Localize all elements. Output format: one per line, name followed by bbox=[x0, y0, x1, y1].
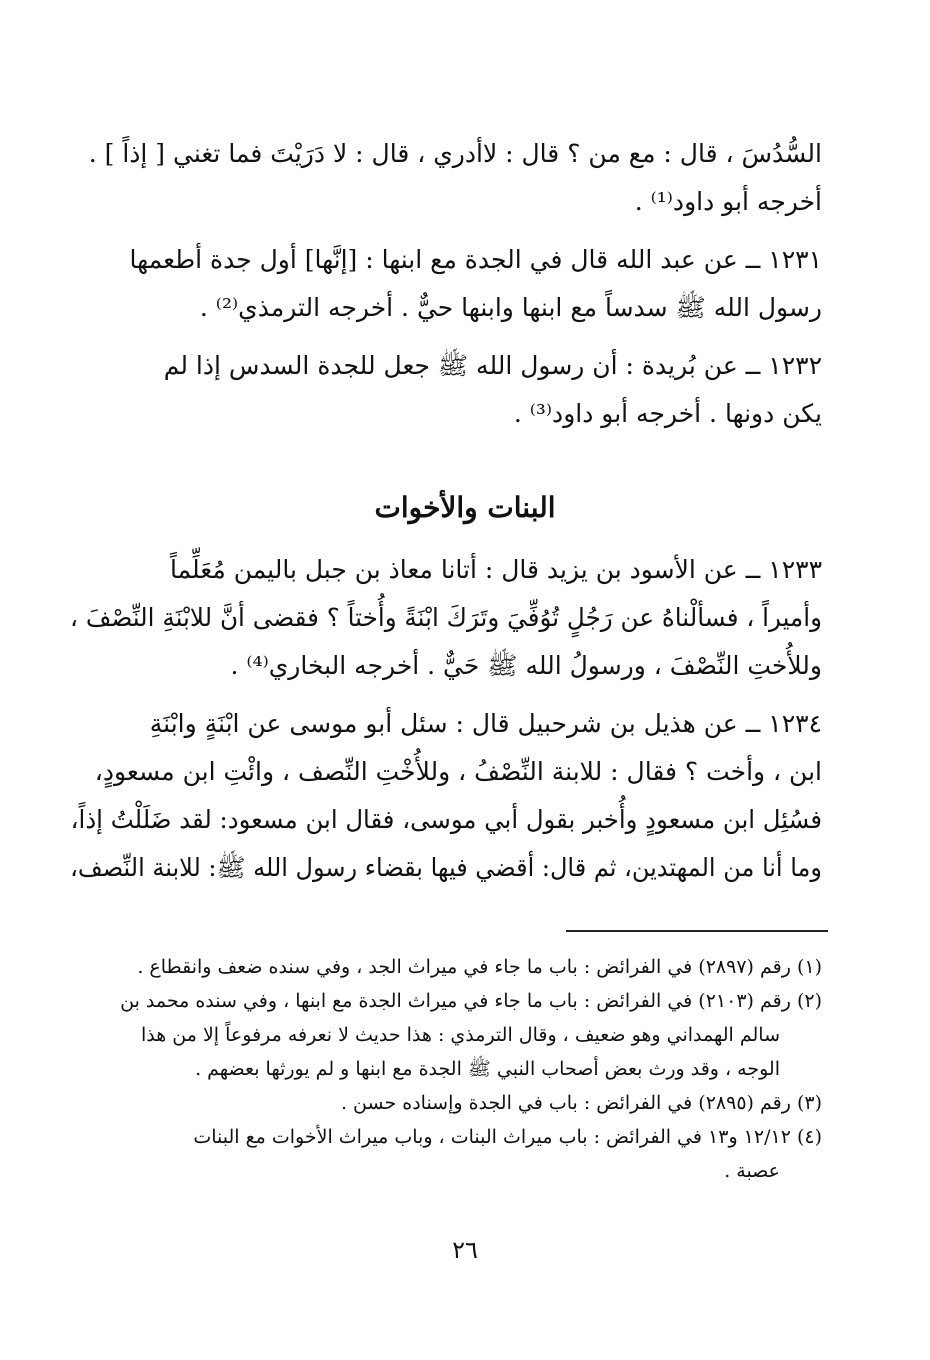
footnote-4: (٤) ١٢/١٢ و١٣ في الفرائض : باب ميراث البنات ، وباب ميراث الأخوات مع البنات bbox=[193, 1126, 822, 1148]
footnote-2: (٢) رقم (٢١٠٣) في الفرائض : باب ما جاء في ميراث الجدة مع ابنها ، وفي سنده محمد بن bbox=[120, 990, 822, 1012]
hadith-1233 bbox=[70, 546, 822, 690]
page-number: ٢٦ bbox=[452, 1236, 478, 1264]
text-line: ١٢٣٤ ــ عن هذيل بن شرحبيل قال : سئل أبو موسى عن ابْنَةٍ وابْنَةِ bbox=[149, 709, 822, 738]
hadith-1232 bbox=[70, 342, 822, 438]
footnote-1: (١) رقم (٢٨٩٧) في الفرائض : باب ما جاء في ميراث الجد ، وفي سنده ضعف وانقطاع . bbox=[137, 956, 822, 978]
text-line: وأميراً ، فسألْناهُ عن رَجُلٍ تُوُفِّيَ وتَرَكَ ابْنَةً وأُختاً ؟ فقضى أنَّ للابْنَةِ النِّصْفَ ، bbox=[70, 603, 823, 632]
hadith-1234 bbox=[70, 700, 822, 892]
footnote-2-cont: الوجه ، وقد ورث بعض أصحاب النبي ﷺ الجدة مع ابنها و لم يورثها بعضهم . bbox=[195, 1058, 780, 1080]
text-line: فسُئِل ابن مسعودٍ وأُخبر بقول أبي موسى، فقال ابن مسعود: لقد ضَلَلْتُ إذاً، bbox=[70, 805, 822, 834]
text-line: السُّدُسَ ، قال : مع من ؟ قال : لاأدري ، قال : لا دَرَيْتَ فما تغني [ إذاً ] . bbox=[88, 139, 822, 168]
text-line: أخرجه أبو داود⁽¹⁾ . bbox=[634, 187, 822, 216]
footnote-2-cont: سالم الهمداني وهو ضعيف ، وقال الترمذي : هذا حديث لا نعرفه مرفوعاً إلا من هذا bbox=[140, 1024, 780, 1046]
text-line: يكن دونها . أخرجه أبو داود⁽³⁾ . bbox=[513, 399, 822, 428]
text-line: ابن ، وأخت ؟ فقال : للابنة النِّصْفُ ، وللأُخْتِ النِّصف ، وائْتِ ابن مسعودٍ، bbox=[94, 757, 822, 786]
footnote-separator bbox=[566, 930, 828, 932]
footnote-3: (٣) رقم (٢٨٩٥) في الفرائض : باب في الجدة وإسناده حسن . bbox=[340, 1092, 822, 1114]
hadith-1231 bbox=[70, 236, 822, 332]
text-line: ١٢٣٢ ــ عن بُريدة : أن رسول الله ﷺ جعل للجدة السدس إذا لم bbox=[163, 351, 822, 380]
continued-paragraph bbox=[70, 130, 822, 226]
text-line: ١٢٣١ ــ عن عبد الله قال في الجدة مع ابنها : [إنَّها] أول جدة أطعمها bbox=[129, 245, 822, 274]
footnote-4-cont: عصبة . bbox=[724, 1160, 780, 1182]
text-line: وما أنا من المهتدين، ثم قال: أقضي فيها بقضاء رسول الله ﷺ: للابنة النِّصف، bbox=[70, 853, 823, 882]
footnotes bbox=[70, 950, 822, 1188]
text-line: ١٢٣٣ ــ عن الأسود بن يزيد قال : أتانا معاذ بن جبل باليمن مُعَلِّماً bbox=[169, 555, 822, 584]
section-heading: البنات والأخوات bbox=[374, 491, 556, 524]
text-line: وللأُختِ النِّصْفَ ، ورسولُ الله ﷺ حَيٌّ . أخرجه البخاري⁽⁴⁾ . bbox=[230, 651, 822, 680]
text-line: رسول الله ﷺ سدساً مع ابنها وابنها حيٌّ . أخرجه الترمذي⁽²⁾ . bbox=[199, 293, 822, 322]
